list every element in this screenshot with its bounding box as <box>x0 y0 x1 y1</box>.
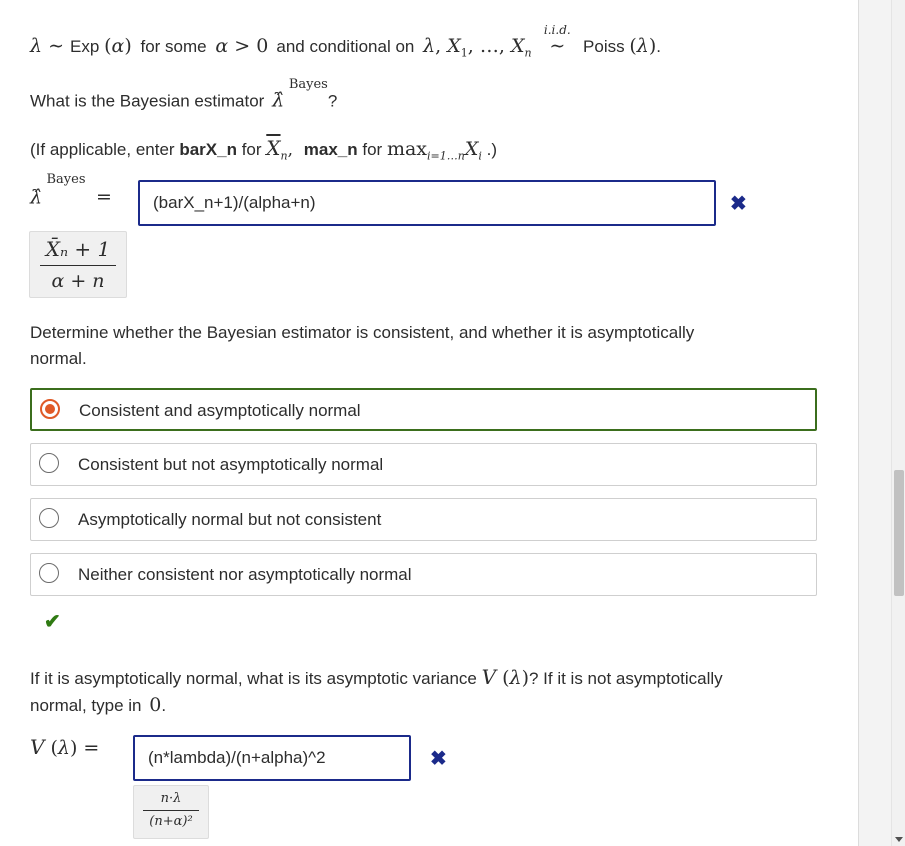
max-code: max_n <box>303 140 358 159</box>
variance-label: V (λ) = <box>30 735 100 759</box>
barx-code: barX_n <box>179 140 237 159</box>
instructions: (If applicable, enter barX_n for $\overline{X}_n$, max_n for $\max_{i=1\dots n}X_i$ .) <box>30 136 498 163</box>
variance-question: If it is asymptotically normal, what is its asymptotic variance V (λ)? If it is not asymptotically normal, type in 0. <box>30 665 723 716</box>
for-text-2: for <box>362 140 383 159</box>
incorrect-icon: ✖ <box>430 748 447 770</box>
page-gutter <box>858 0 892 846</box>
radio-button-selected[interactable] <box>40 399 60 419</box>
bayes-superscript: Bayes <box>288 77 328 92</box>
question-text: What is the Bayesian estimator <box>30 91 265 111</box>
option-consistent-normal[interactable] <box>30 388 817 431</box>
correct-check-icon: ✔ <box>44 611 61 633</box>
exp-text: Exp <box>70 37 100 56</box>
option-neither[interactable] <box>30 553 817 596</box>
option-label: Consistent but not asymptotically normal <box>78 455 384 474</box>
estimator-label: λ̂ $^{Bayes}$ = <box>30 172 112 209</box>
iid-label: i.i.d. <box>543 23 571 37</box>
prior-statement: λ ∼ Exp (α) for some α > 0 and conditional on λ, $X_1$, …, $X_n$ i.i.d. ∼ Poiss (λ). <box>30 23 661 60</box>
preview-denominator: α + n <box>51 270 105 292</box>
variance-preview-denominator: (n+α)² <box>149 814 193 829</box>
for-text-1: for <box>241 140 262 159</box>
estimator-input[interactable]: (barX_n+1)/(alpha+n) <box>138 180 716 226</box>
option-label: Consistent and asymptotically normal <box>79 401 361 420</box>
instructions-suffix: .) <box>486 140 498 159</box>
estimator-label-sup: Bayes <box>46 172 86 187</box>
scrollbar-thumb[interactable] <box>894 470 904 596</box>
radio-button[interactable] <box>39 563 59 583</box>
variance-preview <box>133 785 209 839</box>
poiss-text: Poiss <box>583 37 625 56</box>
instructions-prefix: (If applicable, enter <box>30 140 175 159</box>
estimator-preview <box>29 231 127 298</box>
option-consistent-not-normal[interactable] <box>30 443 817 486</box>
variance-preview-numerator: n·λ <box>160 791 182 806</box>
for-some-text: for some <box>140 37 207 56</box>
preview-numerator: X̄ₙ + 1 <box>45 237 111 261</box>
conditional-text: and conditional on <box>276 37 415 56</box>
option-label: Asymptotically normal but not consistent <box>78 510 382 529</box>
radio-button[interactable] <box>39 453 59 473</box>
variance-line-1-prefix: If it is asymptotically normal, what is its asymptotic variance <box>30 669 477 688</box>
radio-button[interactable] <box>39 508 59 528</box>
option-label: Neither consistent nor asymptotically normal <box>78 565 412 584</box>
estimator-question: What is the Bayesian estimator λ̂ $^{Bayes}$? <box>30 77 338 112</box>
consistency-question <box>30 320 694 372</box>
variance-line-1-suffix: ? If it is not asymptotically <box>528 669 723 688</box>
vertical-scrollbar[interactable] <box>891 0 905 846</box>
option-normal-not-consistent[interactable] <box>30 498 817 541</box>
consistency-line-1: Determine whether the Bayesian estimator is consistent, and whether it is asymptotically <box>30 323 695 342</box>
incorrect-icon: ✖ <box>730 193 747 215</box>
variance-input[interactable]: (n*lambda)/(n+alpha)^2 <box>133 735 411 781</box>
consistency-line-2: normal. <box>30 349 87 368</box>
variance-line-2-prefix: normal, type in <box>30 696 142 715</box>
comma: , <box>287 140 294 160</box>
zero-value: 0 <box>149 694 162 716</box>
scroll-down-arrow-icon[interactable] <box>895 837 903 842</box>
